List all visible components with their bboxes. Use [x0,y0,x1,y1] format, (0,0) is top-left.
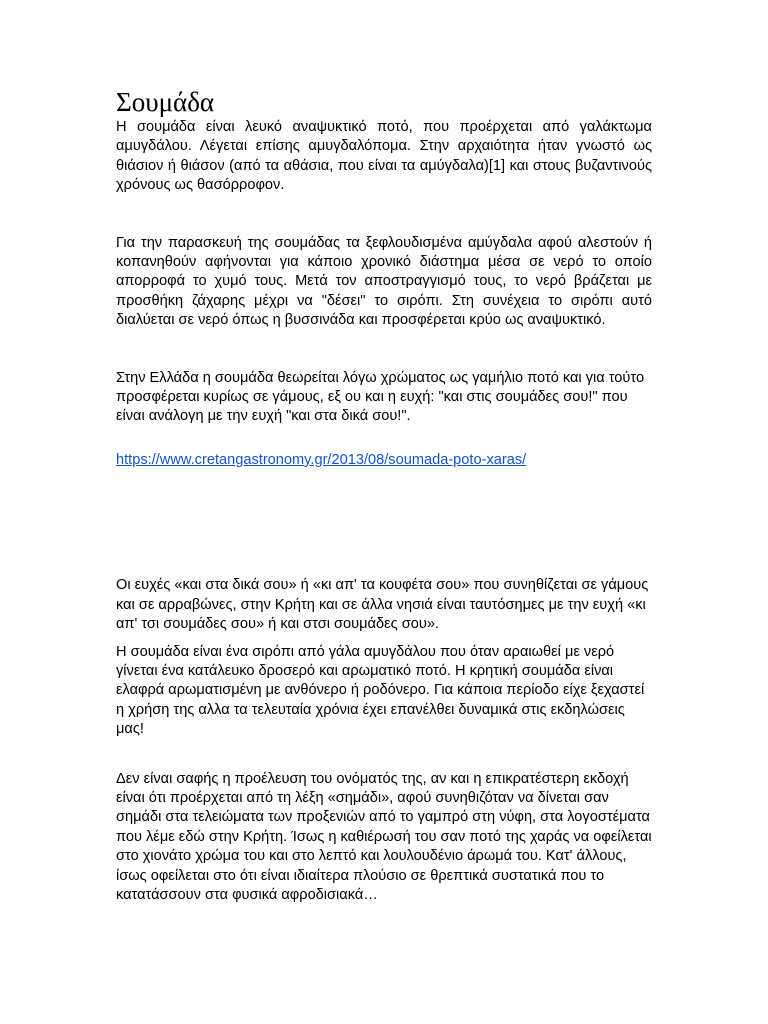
paragraph-definition: Η σουμάδα είναι λευκό αναψυκτικό ποτό, που προέρχεται από γαλάκτωμα αμυγδάλου. Λέγεται επίσης αμυγδαλόπομα. Στην αρχαιότητα ήταν γνωστό ως θιάσιον ή θιάσον (από τα αθάσια, που είναι τα αμύγδαλα)[1] και στους βυζαντινούς χρόνους ως θασόρροφον. [116,119,652,194]
paragraph-wedding-drink: Στην Ελλάδα η σουμάδα θεωρείται λόγω χρώματος ως γαμήλιο ποτό και για τούτο προσφέρεται κυρίως σε γάμους, εξ ου και η ευχή: "και στις σουμάδες σου!" που είναι ανάλογη με την ευχή "και στα δικά σου!". [116,369,645,425]
paragraph-syrup: Η σουμάδα είναι ένα σιρόπι από γάλα αμυγδάλου που όταν αραιωθεί με νερό γίνεται ένα κατάλευκο δροσερό και αρωματικό ποτό. Η κρητική σουμάδα είναι ελαφρά αρωματισμένη με ανθόνερο ή ροδόνερο. Για κάποια περίοδο είχε ξεχαστεί η χρήση της αλλα τα τελευταία χρόνια έχει επανέλθει δυναμικά στις εκδηλώσεις μας! [116,643,645,738]
document-title: Σουμάδα [116,87,215,117]
source-link[interactable]: https://www.cretangastronomy.gr/2013/08/soumada-poto-xaras/ [116,451,527,468]
paragraph-name-origin: Δεν είναι σαφής η προέλευση του ονόματός της, αν και η επικρατέστερη εκδοχή είναι ότι προέρχεται από τη λέξη «σημάδι», αφού συνηθιζόταν να δίνεται σαν σημάδι στα τελειώματα των προξενιών από το γαμπρό στη νύφη, στα λογοστέματα που λέμε εδώ στην Κρήτη. Ίσως η καθιέρωσή του σαν ποτό της χαράς να οφείλεται στο χιονάτο χρώμα του και στο λεπτό και λουλουδένιο άρωμά του. Κατ' άλλους, ίσως οφείλεται στο ότι είναι ιδιαίτερα πλούσιο σε θρεπτικά συστατικά που το κατατάσσουν στα φυσικά αφροδισιακά… [116,770,652,903]
document-page [116,86,652,905]
paragraph-wishes: Οι ευχές «και στα δικά σου» ή «κι απ' τα κουφέτα σου» που συνηθίζεται σε γάμους και σε αρραβώνες, στην Κρήτη και σε άλλα νησιά είναι ταυτόσημες με την ευχή «κι απ' τσι σουμάδες σου» ή και στσι σουμάδες σου». [116,577,649,633]
source-link-row [116,451,652,470]
paragraph-preparation: Για την παρασκευή της σουμάδας τα ξεφλουδισμένα αμύγδαλα αφού αλεστούν ή κοπανηθούν αφήνονται για κάποιο χρονικό διάστημα μέσα σε νερό το οποίο απορροφά το χυμό τους. Μετά τον αποστραγγισμό τους, το νερό βράζεται με προσθήκη ζάχαρης μέχρι να "δέσει" το σιρόπι. Στη συνέχεια το σιρόπι αυτό διαλύεται σε νερό όπως η βυσσινάδα και προσφέρεται κρύο ως αναψυκτικό. [116,234,652,329]
